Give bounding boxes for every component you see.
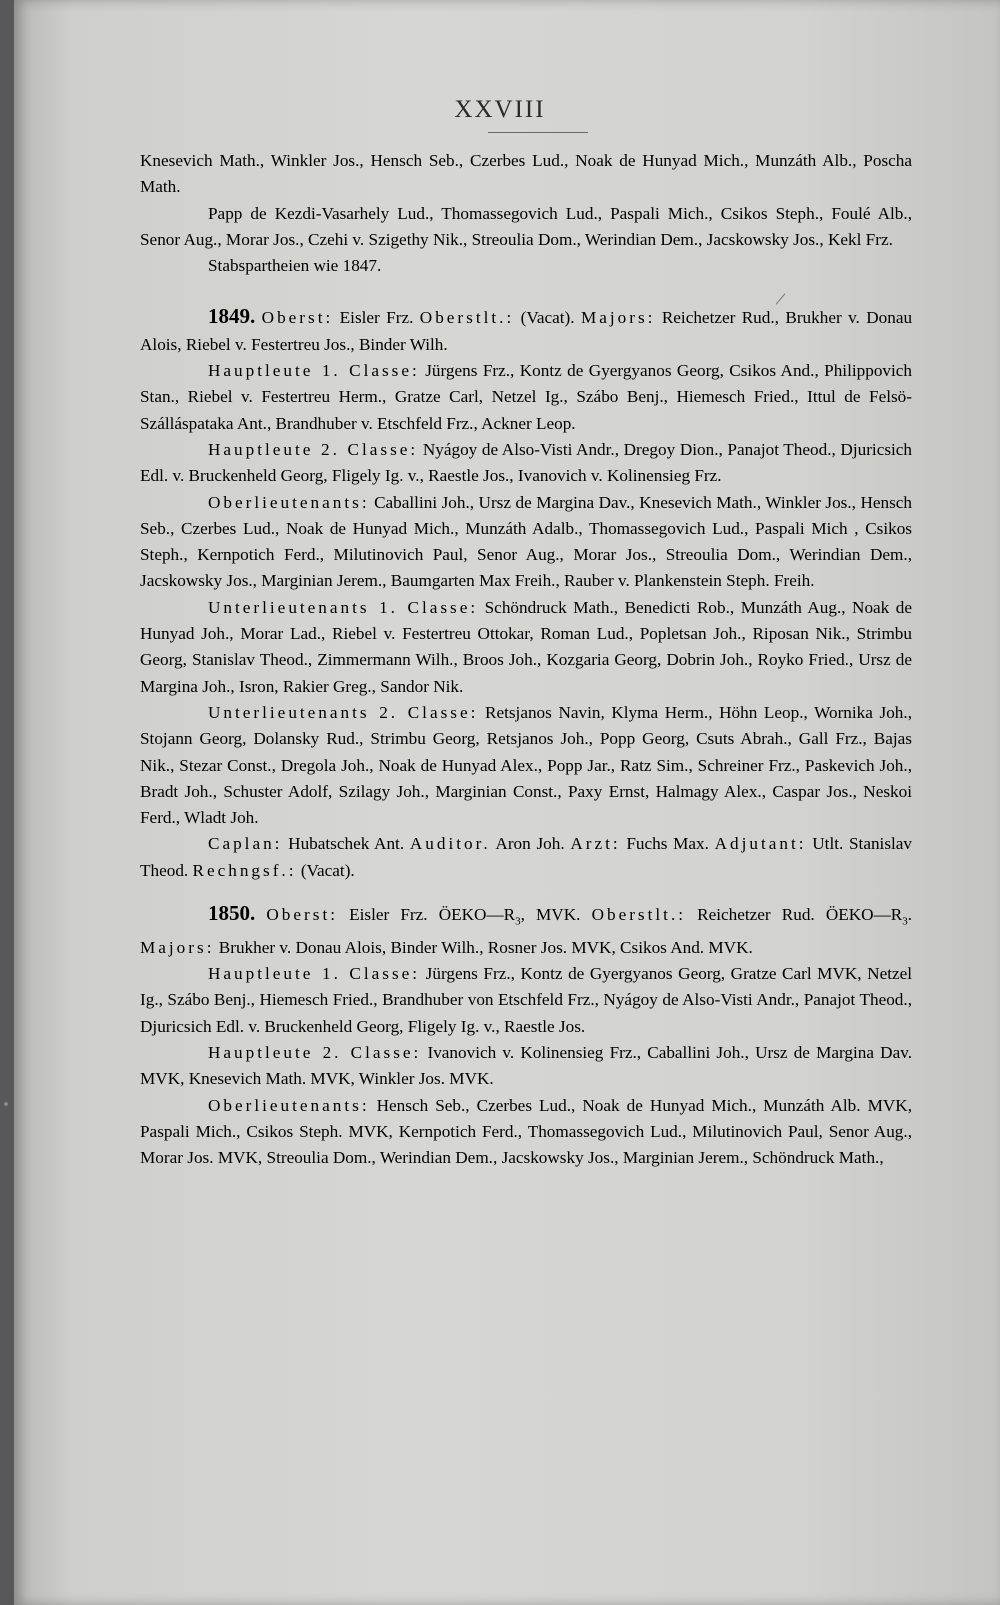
oberlieutenants-label: Oberlieutenants:	[208, 1095, 370, 1115]
unterlieutenants-2-value: Retsjanos Navin, Klyma Herm., Höhn Leop., Wornika Joh., Stojann Georg, Dolansky Rud., Strimbu Georg, Retsjanos Joh., Popp Georg, Csuts Abrah., Gall Frz., Bajas Nik., Stezar Const., Dregola Joh., Noak de Hunyad Alex., Popp Jar., Ratz Sim., Schreiner Frz., Paskevich Joh., Bradt Joh., Schuster Adolf, Szilagy Joh., Marginian Const., Paxy Ernst, Halmagy Alex., Caspar Jos., Neskoi Ferd., Wladt Joh.	[140, 702, 912, 828]
arzt-value: Fuchs Max.	[626, 834, 709, 854]
section-gap	[140, 279, 912, 303]
hauptleute-2-label: Hauptleute 2. Classe:	[208, 1042, 422, 1062]
hauptleute-2-value: Ivanovich v. Kolinensieg Frz., Caballini Joh., Ursz de Margina Dav. MVK, Knesevich Math. MVK, Winkler Jos. MVK.	[140, 1042, 913, 1089]
oberstlt-subscript: 3	[902, 915, 908, 928]
hauptleute-2-value: Nyágoy de Also-Visti Andr., Dregoy Dion., Panajot Theod., Djuricsich Edl. v. Bruckenheld Georg, Fligely Ig. v., Raestle Jos., Ivanovich v. Kolinensieg Frz.	[140, 439, 913, 486]
oberst-label: Oberst:	[261, 308, 334, 328]
oberstlt-value-suffix: .	[907, 905, 913, 925]
section-1850-oberlieutenants	[140, 1093, 912, 1172]
header-rule	[488, 132, 588, 133]
margin-speck	[4, 1102, 8, 1106]
oberst-label: Oberst:	[266, 905, 338, 925]
oberstlt-label: Oberstlt.:	[591, 905, 687, 925]
oberstlt-value: (Vacat).	[520, 308, 575, 328]
unterlieutenants-2-label: Unterlieutenants 2. Classe:	[208, 702, 479, 722]
oberstlt-value: Reichetzer Rud. ÖEKO—R	[697, 905, 903, 925]
intro-paragraph-2: Papp de Kezdi-Vasarhely Lud., Thomassegovich Lud., Paspali Mich., Csikos Steph., Foulé Alb., Senor Aug., Morar Jos., Czehi v. Szigethy Nik., Streoulia Dom., Werindian Dem., Jacskowsky Jos., Kekl Frz.	[140, 203, 912, 249]
body-text	[140, 148, 912, 1171]
hauptleute-1-value: Jürgens Frz., Kontz de Gyergyanos Georg, Csikos And., Philippovich Stan., Riebel v. Festertreu Herm., Gratze Carl, Netzel Ig., Szábo Benj., Hiemesch Fried., Ittul de Felsö-Szálláspataka Ant., Brandhuber v. Etschfeld Frz., Ackner Leop.	[140, 361, 913, 433]
majors-label: Majors:	[580, 308, 656, 328]
caplan-value: Hubatschek Ant.	[288, 834, 405, 854]
section-1849-unterlieutenants-2	[140, 700, 912, 831]
section-1849-hauptleute-1	[140, 358, 912, 437]
year-1849: 1849.	[208, 304, 256, 329]
oberst-value: Eisler Frz. ÖEKO—R	[349, 905, 516, 925]
oberst-value: Eisler Frz.	[339, 308, 414, 328]
section-1849-unterlieutenants-1	[140, 595, 912, 700]
section-gap	[140, 884, 912, 900]
arzt-label: Arzt:	[570, 834, 621, 854]
adjutant-label: Adjutant:	[714, 834, 807, 854]
section-1850-hauptleute-2	[140, 1040, 912, 1093]
oberlieutenants-value: Caballini Joh., Ursz de Margina Dav., Knesevich Math., Winkler Jos., Hensch Seb., Czerbes Lud., Noak de Hunyad Mich., Munzáth Adalb., Thomassegovich Lud., Paspali Mich , Csikos Steph., Kernpotich Ferd., Milutinovich Paul, Senor Aug., Morar Jos., Streoulia Dom., Werindian Dem., Jacskowsky Jos., Marginian Jerem., Baumgarten Max Freih., Rauber v. Plankenstein Steph. Freih.	[140, 492, 913, 591]
hauptleute-1-label: Hauptleute 1. Classe:	[208, 361, 420, 381]
auditor-label: Auditor.	[409, 834, 491, 854]
section-1849-officials	[140, 831, 912, 884]
year-1850: 1850.	[208, 901, 256, 926]
unterlieutenants-1-label: Unterlieutenants 1. Classe:	[208, 597, 479, 617]
section-1849-oberlieutenants	[140, 490, 912, 595]
section-1849-hauptleute-2	[140, 437, 912, 490]
hauptleute-1-label: Hauptleute 1. Classe:	[208, 964, 421, 984]
section-1850-staff	[140, 900, 912, 961]
adjutant-value: Utlt. Stanislav Theod.	[140, 834, 913, 880]
intro-paragraph-3: Stabspartheien wie 1847.	[208, 256, 382, 276]
oberlieutenants-label: Oberlieutenants:	[208, 492, 370, 512]
hauptleute-1-value: Jürgens Frz., Kontz de Gyergyanos Georg, Gratze Carl MVK, Netzel Ig., Szábo Benj., Hiemesch Fried., Brandhuber von Etschfeld Frz., Nyágoy de Also-Visti Andr., Panajot Theod., Djuricsich Edl. v. Bruckenheld Georg, Fligely Ig. v., Raestle Jos.	[140, 964, 913, 1036]
majors-label: Majors:	[140, 937, 215, 957]
oberstlt-label: Oberstlt.:	[419, 308, 515, 328]
caplan-label: Caplan:	[208, 834, 283, 854]
unterlieutenants-1-value: Schöndruck Math., Benedicti Rob., Munzáth Aug., Noak de Hunyad Joh., Morar Lad., Riebel v. Festertreu Ottokar, Roman Lud., Popletsan Joh., Riposan Nik., Strimbu Georg, Stanislav Theod., Zimmermann Wilh., Broos Joh., Kozgaria Georg, Dobrin Joh., Royko Fried., Ursz de Margina Joh., Isron, Rakier Greg., Sandor Nik.	[140, 597, 912, 696]
oberlieutenants-value: Hensch Seb., Czerbes Lud., Noak de Hunyad Mich., Munzáth Alb. MVK, Paspali Mich., Csikos Steph. MVK, Kernpotich Ferd., Thomassegovich Lud., Milutinovich Paul, Senor Aug., Morar Jos. MVK, Streoulia Dom., Werindian Dem., Jacskowsky Jos., Marginian Jerem., Schöndruck Math.,	[140, 1095, 912, 1168]
section-1850-hauptleute-1	[140, 961, 912, 1040]
oberst-value-suffix: , MVK.	[520, 905, 581, 925]
majors-value: Brukher v. Donau Alois, Binder Wilh., Rosner Jos. MVK, Csikos And. MVK.	[218, 937, 753, 957]
oberst-subscript: 3	[515, 915, 521, 928]
auditor-value: Aron Joh.	[495, 834, 565, 854]
section-1849-staff	[140, 303, 912, 358]
rechngsf-value: (Vacat).	[300, 860, 355, 880]
hauptleute-2-label: Hauptleute 2. Classe:	[208, 439, 419, 459]
intro-paragraph-1: Knesevich Math., Winkler Jos., Hensch Seb., Czerbes Lud., Noak de Hunyad Mich., Munzáth Alb., Poscha Math.	[140, 151, 912, 197]
majors-value: Reichetzer Rud., Brukher v. Donau Alois, Riebel v. Festertreu Jos., Binder Wilh.	[140, 308, 913, 354]
rechngsf-label: Rechngsf.:	[192, 860, 297, 880]
page-number: XXVIII	[454, 96, 546, 123]
